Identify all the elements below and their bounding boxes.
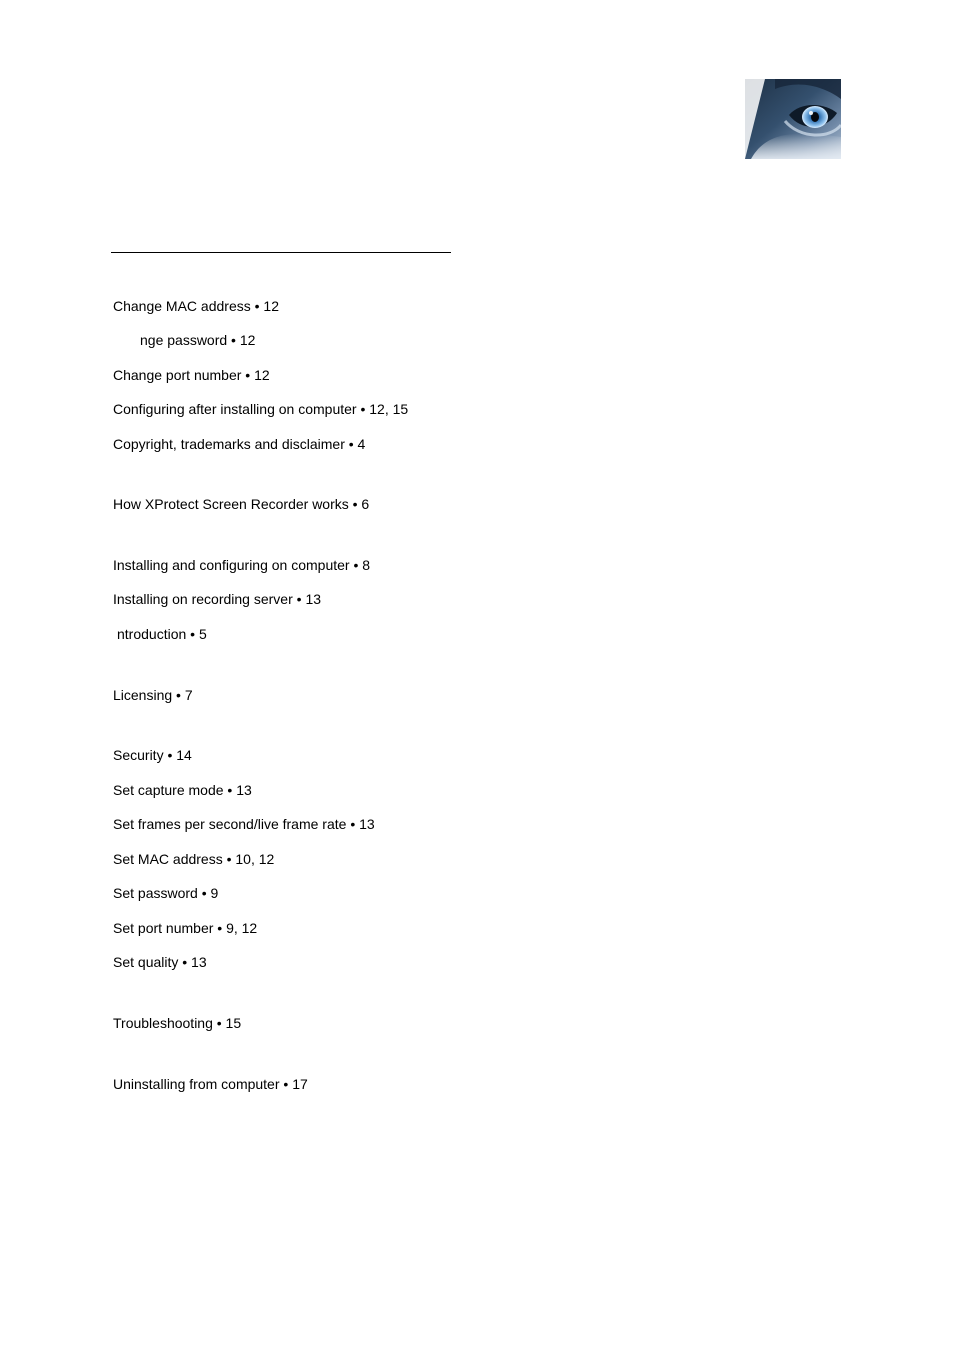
index-entry: Set capture mode • 13 [113, 782, 252, 798]
wolf-eye-logo-icon [745, 79, 841, 159]
index-entry: Copyright, trademarks and disclaimer • 4 [113, 436, 366, 452]
index-entry: Configuring after installing on computer • 12, 15 [113, 401, 409, 417]
index-entry: Installing on recording server • 13 [113, 591, 322, 607]
index-entry: Uninstalling from computer • 17 [113, 1076, 308, 1092]
index-entry: Set port number • 9, 12 [113, 920, 258, 936]
index-entry: Set quality • 13 [113, 954, 207, 970]
index-entry: Licensing • 7 [113, 687, 193, 703]
heading-rule [111, 252, 451, 253]
index-entry: Installing and configuring on computer • 8 [113, 557, 371, 573]
index-entry: Change MAC address • 12 [113, 298, 279, 314]
index-entry: How XProtect Screen Recorder works • 6 [113, 496, 370, 512]
index-entry: Set frames per second/live frame rate • 13 [113, 816, 375, 832]
index-entry: Security • 14 [113, 747, 192, 763]
index-entry: Set MAC address • 10, 12 [113, 851, 275, 867]
index-entry: ntroduction • 5 [117, 626, 207, 642]
index-entry: nge password • 12 [140, 332, 256, 348]
index-entry: Change port number • 12 [113, 367, 270, 383]
index-entry: Troubleshooting • 15 [113, 1015, 242, 1031]
index-entry: Set password • 9 [113, 885, 219, 901]
